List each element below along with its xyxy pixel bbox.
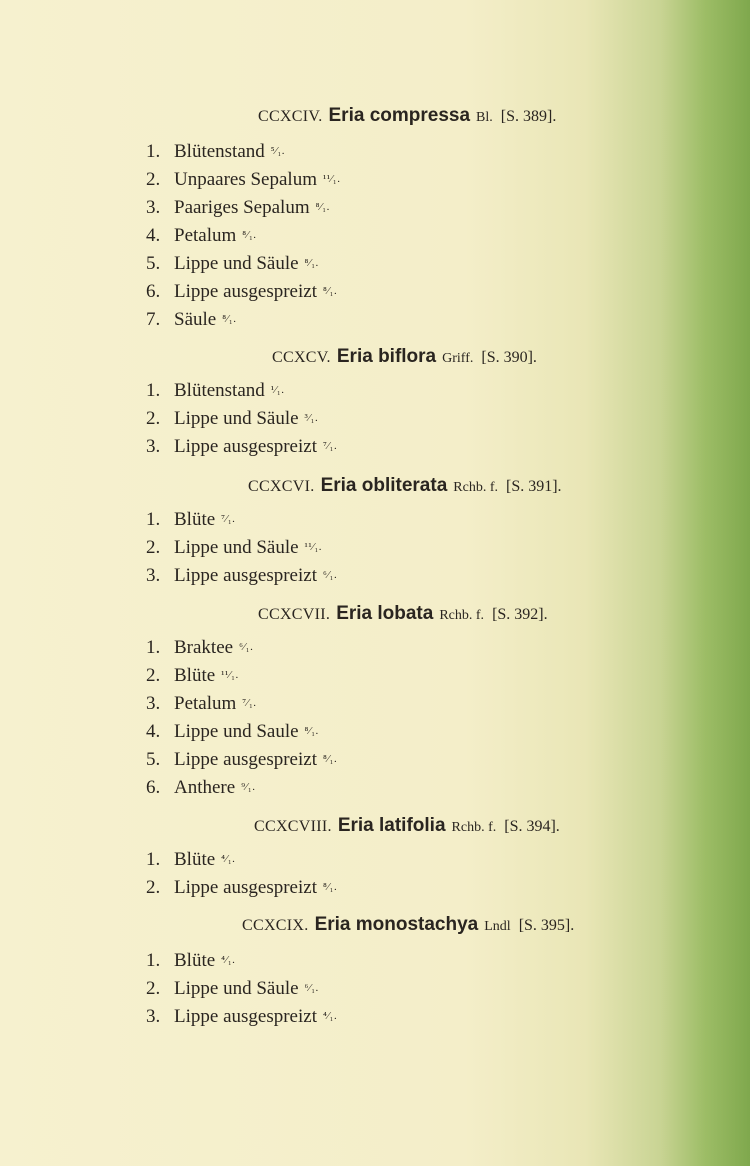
magnification: ⁸⁄₁. <box>322 881 338 893</box>
species-author: Rchb. f. <box>451 820 497 835</box>
list-item: 1. Braktee ⁶⁄₁. <box>146 637 254 658</box>
magnification: ⁴⁄₁. <box>221 954 236 966</box>
section-number: CCXCIX. <box>242 917 309 934</box>
list-item: 1. Blüte ⁷⁄₁. <box>146 509 236 530</box>
species-name: Eria obliterata <box>320 475 448 496</box>
magnification: ⁴⁄₁. <box>221 853 236 865</box>
list-item: 3. Paariges Sepalum ⁸⁄₁. <box>146 197 330 218</box>
list-item: 3. Lippe ausgespreizt ⁴⁄₁. <box>146 1006 338 1027</box>
species-name: Eria compressa <box>328 105 471 126</box>
magnification: ⁷⁄₁. <box>221 513 236 525</box>
page-reference: [S. 394]. <box>504 818 560 835</box>
magnification: ⁸⁄₁. <box>322 285 338 297</box>
section-heading <box>254 814 560 840</box>
list-item: 2. Unpaares Sepalum ¹¹⁄₁. <box>146 169 341 190</box>
list-item: 2. Blüte ¹¹⁄₁. <box>146 665 239 686</box>
species-author: Bl. <box>476 110 493 125</box>
page-reference: [S. 392]. <box>492 606 548 623</box>
magnification: ¹¹⁄₁. <box>304 541 323 553</box>
magnification: ⁴⁄₁. <box>322 1010 338 1022</box>
section-number: CCXCVII. <box>258 606 331 623</box>
list-item: 5. Lippe und Säule ⁸⁄₁. <box>146 253 319 274</box>
magnification: ⁸⁄₁. <box>222 313 237 325</box>
magnification: ⁸⁄₁. <box>304 725 319 737</box>
list-item: 1. Blüte ⁴⁄₁. <box>146 849 236 870</box>
page-reference: [S. 389]. <box>500 108 557 125</box>
list-item: 3. Lippe ausgespreizt ⁶⁄₁. <box>146 565 338 586</box>
list-item: 5. Lippe ausgespreizt ⁸⁄₁. <box>146 749 338 770</box>
magnification: ⁷⁄₁. <box>322 440 338 452</box>
section-heading <box>242 913 574 939</box>
page-reference: [S. 390]. <box>481 349 537 366</box>
list-item: 4. Lippe und Saule ⁸⁄₁. <box>146 721 319 742</box>
species-author: Griff. <box>442 351 474 366</box>
list-item: 2. Lippe ausgespreizt ⁸⁄₁. <box>146 877 338 898</box>
species-name: Eria lobata <box>336 603 434 624</box>
magnification: ⁷⁄₁. <box>242 697 257 709</box>
page-reference: [S. 391]. <box>506 478 562 495</box>
species-author: Rchb. f. <box>453 480 498 495</box>
magnification: ¹⁄₁. <box>270 384 285 396</box>
list-item: 2. Lippe und Säule ⁶⁄₁. <box>146 978 319 999</box>
magnification: ⁸⁄₁. <box>322 753 338 765</box>
section-number: CCXCVIII. <box>254 818 332 835</box>
list-item: 7. Säule ⁸⁄₁. <box>146 309 237 330</box>
list-item: 3. Petalum ⁷⁄₁. <box>146 693 257 714</box>
species-name: Eria monostachya <box>314 914 479 935</box>
magnification: ⁶⁄₁. <box>322 569 338 581</box>
magnification: ⁹⁄₁. <box>241 781 256 793</box>
list-item: 4. Petalum ⁸⁄₁. <box>146 225 257 246</box>
magnification: ⁸⁄₁. <box>242 229 257 241</box>
list-item: 3. Lippe ausgespreizt ⁷⁄₁. <box>146 436 338 457</box>
list-item: 2. Lippe und Säule ³⁄₁. <box>146 408 319 429</box>
magnification: ⁵⁄₁. <box>270 145 286 157</box>
page-reference: [S. 395]. <box>518 917 575 934</box>
section-number: CCXCIV. <box>258 108 323 125</box>
section-number: CCXCVI. <box>248 478 315 495</box>
section-heading <box>258 104 556 130</box>
species-name: Eria biflora <box>336 346 437 367</box>
magnification: ⁸⁄₁. <box>304 257 319 269</box>
section-number: CCXCV. <box>272 349 331 366</box>
list-item: 1. Blütenstand ⁵⁄₁. <box>146 141 286 162</box>
list-item: 1. Blütenstand ¹⁄₁. <box>146 380 285 401</box>
list-item: 1. Blüte ⁴⁄₁. <box>146 950 236 971</box>
section-heading <box>258 602 548 628</box>
magnification: ⁶⁄₁. <box>304 982 319 994</box>
magnification: ¹¹⁄₁. <box>322 173 341 185</box>
list-item: 2. Lippe und Säule ¹¹⁄₁. <box>146 537 323 558</box>
species-author: Lndl <box>484 919 511 934</box>
magnification: ⁶⁄₁. <box>239 641 254 653</box>
list-item: 6. Lippe ausgespreizt ⁸⁄₁. <box>146 281 338 302</box>
magnification: ³⁄₁. <box>304 412 319 424</box>
species-name: Eria latifolia <box>337 815 446 836</box>
section-heading <box>272 345 537 371</box>
section-heading <box>248 474 562 500</box>
magnification: ⁸⁄₁. <box>315 201 330 213</box>
list-item: 6. Anthere ⁹⁄₁. <box>146 777 256 798</box>
magnification: ¹¹⁄₁. <box>221 669 239 681</box>
species-author: Rchb. f. <box>439 608 485 623</box>
